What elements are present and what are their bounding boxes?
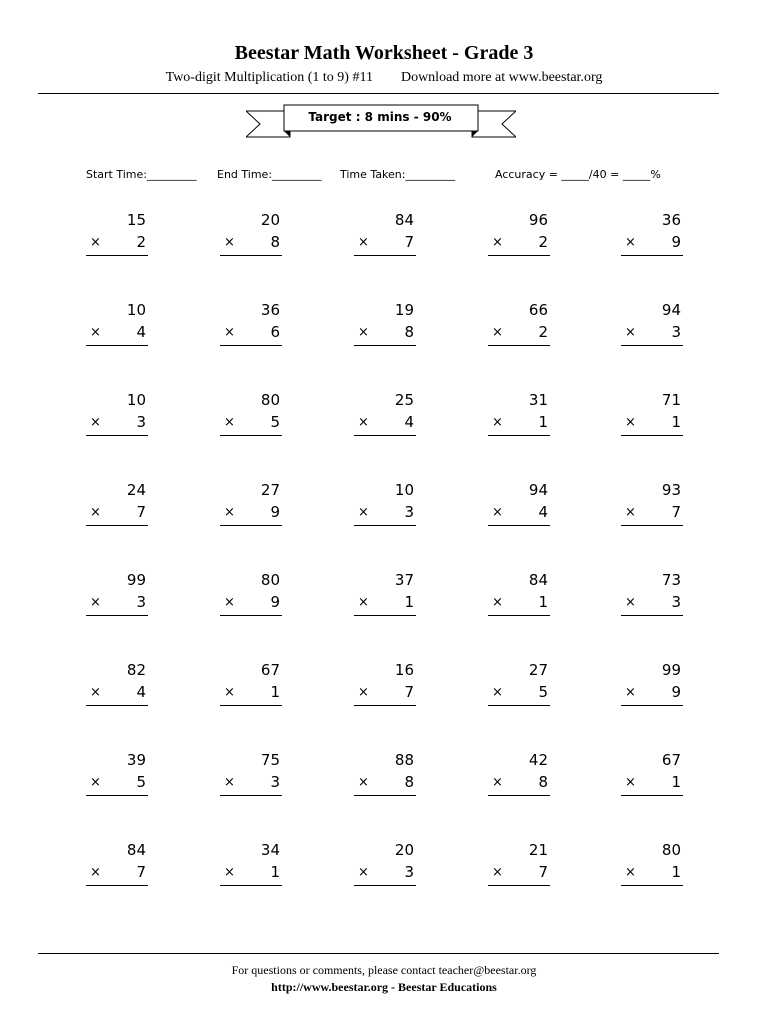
multiplier: 7 bbox=[404, 233, 414, 251]
multiplicand: 84 bbox=[394, 211, 414, 229]
answer-line[interactable] bbox=[220, 435, 282, 436]
problem-6-1 bbox=[86, 661, 148, 709]
problem-1-2 bbox=[220, 211, 282, 259]
end-time-field[interactable]: End Time:_________ bbox=[217, 168, 322, 181]
multiplier: 4 bbox=[136, 683, 146, 701]
footer-site: http://www.beestar.org - Beestar Educations bbox=[271, 980, 497, 994]
multiplier: 3 bbox=[671, 593, 681, 611]
problem-4-2 bbox=[220, 481, 282, 529]
answer-line[interactable] bbox=[621, 795, 683, 796]
multiply-sign-icon: × bbox=[224, 865, 235, 880]
multiplicand: 84 bbox=[126, 841, 146, 859]
problem-2-3 bbox=[354, 301, 416, 349]
answer-line[interactable] bbox=[86, 435, 148, 436]
multiplicand: 36 bbox=[260, 301, 280, 319]
problem-2-4 bbox=[488, 301, 550, 349]
problem-3-3 bbox=[354, 391, 416, 439]
problem-6-4 bbox=[488, 661, 550, 709]
multiplicand: 42 bbox=[528, 751, 548, 769]
multiply-sign-icon: × bbox=[358, 685, 369, 700]
multiplicand: 19 bbox=[394, 301, 414, 319]
multiplier: 9 bbox=[671, 233, 681, 251]
multiply-sign-icon: × bbox=[358, 775, 369, 790]
answer-line[interactable] bbox=[621, 615, 683, 616]
multiplicand: 99 bbox=[126, 571, 146, 589]
answer-line[interactable] bbox=[488, 795, 550, 796]
problem-3-5 bbox=[621, 391, 683, 439]
multiply-sign-icon: × bbox=[358, 865, 369, 880]
answer-line[interactable] bbox=[86, 885, 148, 886]
problem-3-1 bbox=[86, 391, 148, 439]
multiplicand: 20 bbox=[260, 211, 280, 229]
answer-line[interactable] bbox=[86, 345, 148, 346]
multiplicand: 20 bbox=[394, 841, 414, 859]
multiplicand: 80 bbox=[260, 571, 280, 589]
problem-4-1 bbox=[86, 481, 148, 529]
multiplier: 1 bbox=[671, 413, 681, 431]
multiplicand: 10 bbox=[126, 391, 146, 409]
multiplicand: 94 bbox=[528, 481, 548, 499]
multiplier: 8 bbox=[404, 773, 414, 791]
multiplicand: 37 bbox=[394, 571, 414, 589]
multiplicand: 66 bbox=[528, 301, 548, 319]
multiplier: 1 bbox=[538, 413, 548, 431]
multiply-sign-icon: × bbox=[90, 325, 101, 340]
multiplier: 1 bbox=[671, 773, 681, 791]
multiplicand: 25 bbox=[394, 391, 414, 409]
multiplier: 5 bbox=[270, 413, 280, 431]
multiplier: 7 bbox=[538, 863, 548, 881]
multiply-sign-icon: × bbox=[625, 325, 636, 340]
time-taken-field[interactable]: Time Taken:_________ bbox=[340, 168, 455, 181]
multiplicand: 94 bbox=[661, 301, 681, 319]
answer-line[interactable] bbox=[354, 795, 416, 796]
answer-line[interactable] bbox=[488, 615, 550, 616]
multiplicand: 31 bbox=[528, 391, 548, 409]
multiplicand: 10 bbox=[394, 481, 414, 499]
multiplicand: 24 bbox=[126, 481, 146, 499]
problem-2-1 bbox=[86, 301, 148, 349]
multiplier: 7 bbox=[404, 683, 414, 701]
multiplier: 3 bbox=[404, 503, 414, 521]
multiply-sign-icon: × bbox=[625, 415, 636, 430]
multiplier: 7 bbox=[671, 503, 681, 521]
answer-line[interactable] bbox=[621, 345, 683, 346]
multiplicand: 36 bbox=[661, 211, 681, 229]
multiply-sign-icon: × bbox=[358, 415, 369, 430]
answer-line[interactable] bbox=[220, 345, 282, 346]
multiply-sign-icon: × bbox=[492, 235, 503, 250]
multiplicand: 10 bbox=[126, 301, 146, 319]
problem-7-3 bbox=[354, 751, 416, 799]
multiplier: 9 bbox=[671, 683, 681, 701]
multiplicand: 15 bbox=[126, 211, 146, 229]
problem-5-3 bbox=[354, 571, 416, 619]
multiply-sign-icon: × bbox=[492, 685, 503, 700]
problem-6-3 bbox=[354, 661, 416, 709]
download-link-text: Download more at www.beestar.org bbox=[400, 70, 603, 85]
multiplicand: 27 bbox=[260, 481, 280, 499]
multiplier: 6 bbox=[270, 323, 280, 341]
answer-line[interactable] bbox=[354, 525, 416, 526]
start-time-field[interactable]: Start Time:_________ bbox=[86, 168, 197, 181]
multiply-sign-icon: × bbox=[625, 775, 636, 790]
answer-line[interactable] bbox=[488, 435, 550, 436]
multiplier: 8 bbox=[404, 323, 414, 341]
answer-line[interactable] bbox=[220, 705, 282, 706]
multiply-sign-icon: × bbox=[90, 595, 101, 610]
multiply-sign-icon: × bbox=[90, 685, 101, 700]
multiplicand: 75 bbox=[260, 751, 280, 769]
problem-8-4 bbox=[488, 841, 550, 889]
multiplier: 1 bbox=[270, 863, 280, 881]
problem-4-5 bbox=[621, 481, 683, 529]
multiplicand: 88 bbox=[394, 751, 414, 769]
multiply-sign-icon: × bbox=[358, 595, 369, 610]
multiplier: 5 bbox=[538, 683, 548, 701]
multiplier: 8 bbox=[538, 773, 548, 791]
multiplier: 8 bbox=[270, 233, 280, 251]
answer-line[interactable] bbox=[86, 795, 148, 796]
answer-line[interactable] bbox=[220, 615, 282, 616]
multiplier: 4 bbox=[136, 323, 146, 341]
multiply-sign-icon: × bbox=[625, 685, 636, 700]
multiplicand: 16 bbox=[394, 661, 414, 679]
answer-line[interactable] bbox=[354, 705, 416, 706]
problem-7-1 bbox=[86, 751, 148, 799]
multiply-sign-icon: × bbox=[224, 685, 235, 700]
multiply-sign-icon: × bbox=[492, 415, 503, 430]
multiplier: 1 bbox=[538, 593, 548, 611]
multiply-sign-icon: × bbox=[224, 775, 235, 790]
problem-2-2 bbox=[220, 301, 282, 349]
worksheet-title: Beestar Math Worksheet - Grade 3 bbox=[234, 42, 534, 64]
problem-1-1 bbox=[86, 211, 148, 259]
problem-7-5 bbox=[621, 751, 683, 799]
problem-5-2 bbox=[220, 571, 282, 619]
footer-contact: For questions or comments, please contact teacher@beestar.org bbox=[231, 963, 537, 977]
problem-8-2 bbox=[220, 841, 282, 889]
multiply-sign-icon: × bbox=[625, 595, 636, 610]
answer-line[interactable] bbox=[86, 615, 148, 616]
problem-6-2 bbox=[220, 661, 282, 709]
problem-3-4 bbox=[488, 391, 550, 439]
multiplier: 3 bbox=[671, 323, 681, 341]
answer-line[interactable] bbox=[488, 525, 550, 526]
multiplier: 2 bbox=[538, 323, 548, 341]
answer-line[interactable] bbox=[220, 885, 282, 886]
problem-2-5 bbox=[621, 301, 683, 349]
multiply-sign-icon: × bbox=[492, 505, 503, 520]
multiplicand: 99 bbox=[661, 661, 681, 679]
multiplier: 1 bbox=[270, 683, 280, 701]
answer-line[interactable] bbox=[354, 885, 416, 886]
multiply-sign-icon: × bbox=[358, 235, 369, 250]
problem-5-5 bbox=[621, 571, 683, 619]
answer-line[interactable] bbox=[220, 255, 282, 256]
multiply-sign-icon: × bbox=[625, 505, 636, 520]
multiplicand: 67 bbox=[661, 751, 681, 769]
problem-4-4 bbox=[488, 481, 550, 529]
multiplicand: 82 bbox=[126, 661, 146, 679]
multiplicand: 96 bbox=[528, 211, 548, 229]
multiplier: 2 bbox=[538, 233, 548, 251]
problem-5-1 bbox=[86, 571, 148, 619]
multiply-sign-icon: × bbox=[625, 235, 636, 250]
multiply-sign-icon: × bbox=[224, 415, 235, 430]
multiply-sign-icon: × bbox=[492, 325, 503, 340]
answer-line[interactable] bbox=[220, 795, 282, 796]
multiplicand: 80 bbox=[260, 391, 280, 409]
accuracy-field[interactable]: Accuracy = _____/40 = _____% bbox=[495, 168, 661, 181]
multiplier: 7 bbox=[136, 863, 146, 881]
target-label: Target : 8 mins - 90% bbox=[308, 110, 452, 124]
answer-line[interactable] bbox=[621, 255, 683, 256]
problem-1-5 bbox=[621, 211, 683, 259]
multiply-sign-icon: × bbox=[492, 595, 503, 610]
problem-3-2 bbox=[220, 391, 282, 439]
answer-line[interactable] bbox=[220, 525, 282, 526]
multiply-sign-icon: × bbox=[90, 775, 101, 790]
problem-1-4 bbox=[488, 211, 550, 259]
multiplier: 1 bbox=[671, 863, 681, 881]
header-divider bbox=[38, 93, 719, 94]
multiplier: 3 bbox=[136, 413, 146, 431]
footer-divider bbox=[38, 953, 719, 954]
problem-7-2 bbox=[220, 751, 282, 799]
answer-line[interactable] bbox=[488, 345, 550, 346]
problem-4-3 bbox=[354, 481, 416, 529]
multiplicand: 27 bbox=[528, 661, 548, 679]
answer-line[interactable] bbox=[86, 525, 148, 526]
subtitle-text: Two-digit Multiplication (1 to 9) #11 bbox=[165, 70, 373, 85]
multiplier: 2 bbox=[136, 233, 146, 251]
multiply-sign-icon: × bbox=[90, 865, 101, 880]
multiplicand: 21 bbox=[528, 841, 548, 859]
multiplier: 5 bbox=[136, 773, 146, 791]
answer-line[interactable] bbox=[621, 885, 683, 886]
multiplier: 9 bbox=[270, 593, 280, 611]
multiplier: 3 bbox=[270, 773, 280, 791]
multiply-sign-icon: × bbox=[492, 775, 503, 790]
multiply-sign-icon: × bbox=[625, 865, 636, 880]
answer-line[interactable] bbox=[86, 705, 148, 706]
answer-line[interactable] bbox=[86, 255, 148, 256]
multiply-sign-icon: × bbox=[90, 235, 101, 250]
multiplier: 3 bbox=[136, 593, 146, 611]
answer-line[interactable] bbox=[354, 435, 416, 436]
multiply-sign-icon: × bbox=[492, 865, 503, 880]
multiplier: 3 bbox=[404, 863, 414, 881]
multiplicand: 73 bbox=[661, 571, 681, 589]
multiplicand: 34 bbox=[260, 841, 280, 859]
multiplier: 9 bbox=[270, 503, 280, 521]
answer-line[interactable] bbox=[488, 885, 550, 886]
multiplicand: 84 bbox=[528, 571, 548, 589]
multiplicand: 67 bbox=[260, 661, 280, 679]
answer-line[interactable] bbox=[621, 525, 683, 526]
multiply-sign-icon: × bbox=[224, 325, 235, 340]
multiplicand: 80 bbox=[661, 841, 681, 859]
multiplicand: 39 bbox=[126, 751, 146, 769]
answer-line[interactable] bbox=[621, 435, 683, 436]
multiplier: 4 bbox=[404, 413, 414, 431]
problem-8-1 bbox=[86, 841, 148, 889]
answer-line[interactable] bbox=[354, 345, 416, 346]
problem-7-4 bbox=[488, 751, 550, 799]
multiplier: 7 bbox=[136, 503, 146, 521]
answer-line[interactable] bbox=[354, 255, 416, 256]
multiplicand: 71 bbox=[661, 391, 681, 409]
worksheet-subtitle bbox=[0, 70, 768, 86]
answer-line[interactable] bbox=[488, 255, 550, 256]
multiply-sign-icon: × bbox=[90, 505, 101, 520]
problem-5-4 bbox=[488, 571, 550, 619]
problem-8-3 bbox=[354, 841, 416, 889]
multiply-sign-icon: × bbox=[224, 595, 235, 610]
multiply-sign-icon: × bbox=[358, 505, 369, 520]
problem-1-3 bbox=[354, 211, 416, 259]
answer-line[interactable] bbox=[354, 615, 416, 616]
multiply-sign-icon: × bbox=[90, 415, 101, 430]
multiply-sign-icon: × bbox=[358, 325, 369, 340]
multiply-sign-icon: × bbox=[224, 235, 235, 250]
problem-8-5 bbox=[621, 841, 683, 889]
multiplier: 4 bbox=[538, 503, 548, 521]
multiply-sign-icon: × bbox=[224, 505, 235, 520]
multiplier: 1 bbox=[404, 593, 414, 611]
answer-line[interactable] bbox=[488, 705, 550, 706]
problem-6-5 bbox=[621, 661, 683, 709]
answer-line[interactable] bbox=[621, 705, 683, 706]
multiplicand: 93 bbox=[661, 481, 681, 499]
